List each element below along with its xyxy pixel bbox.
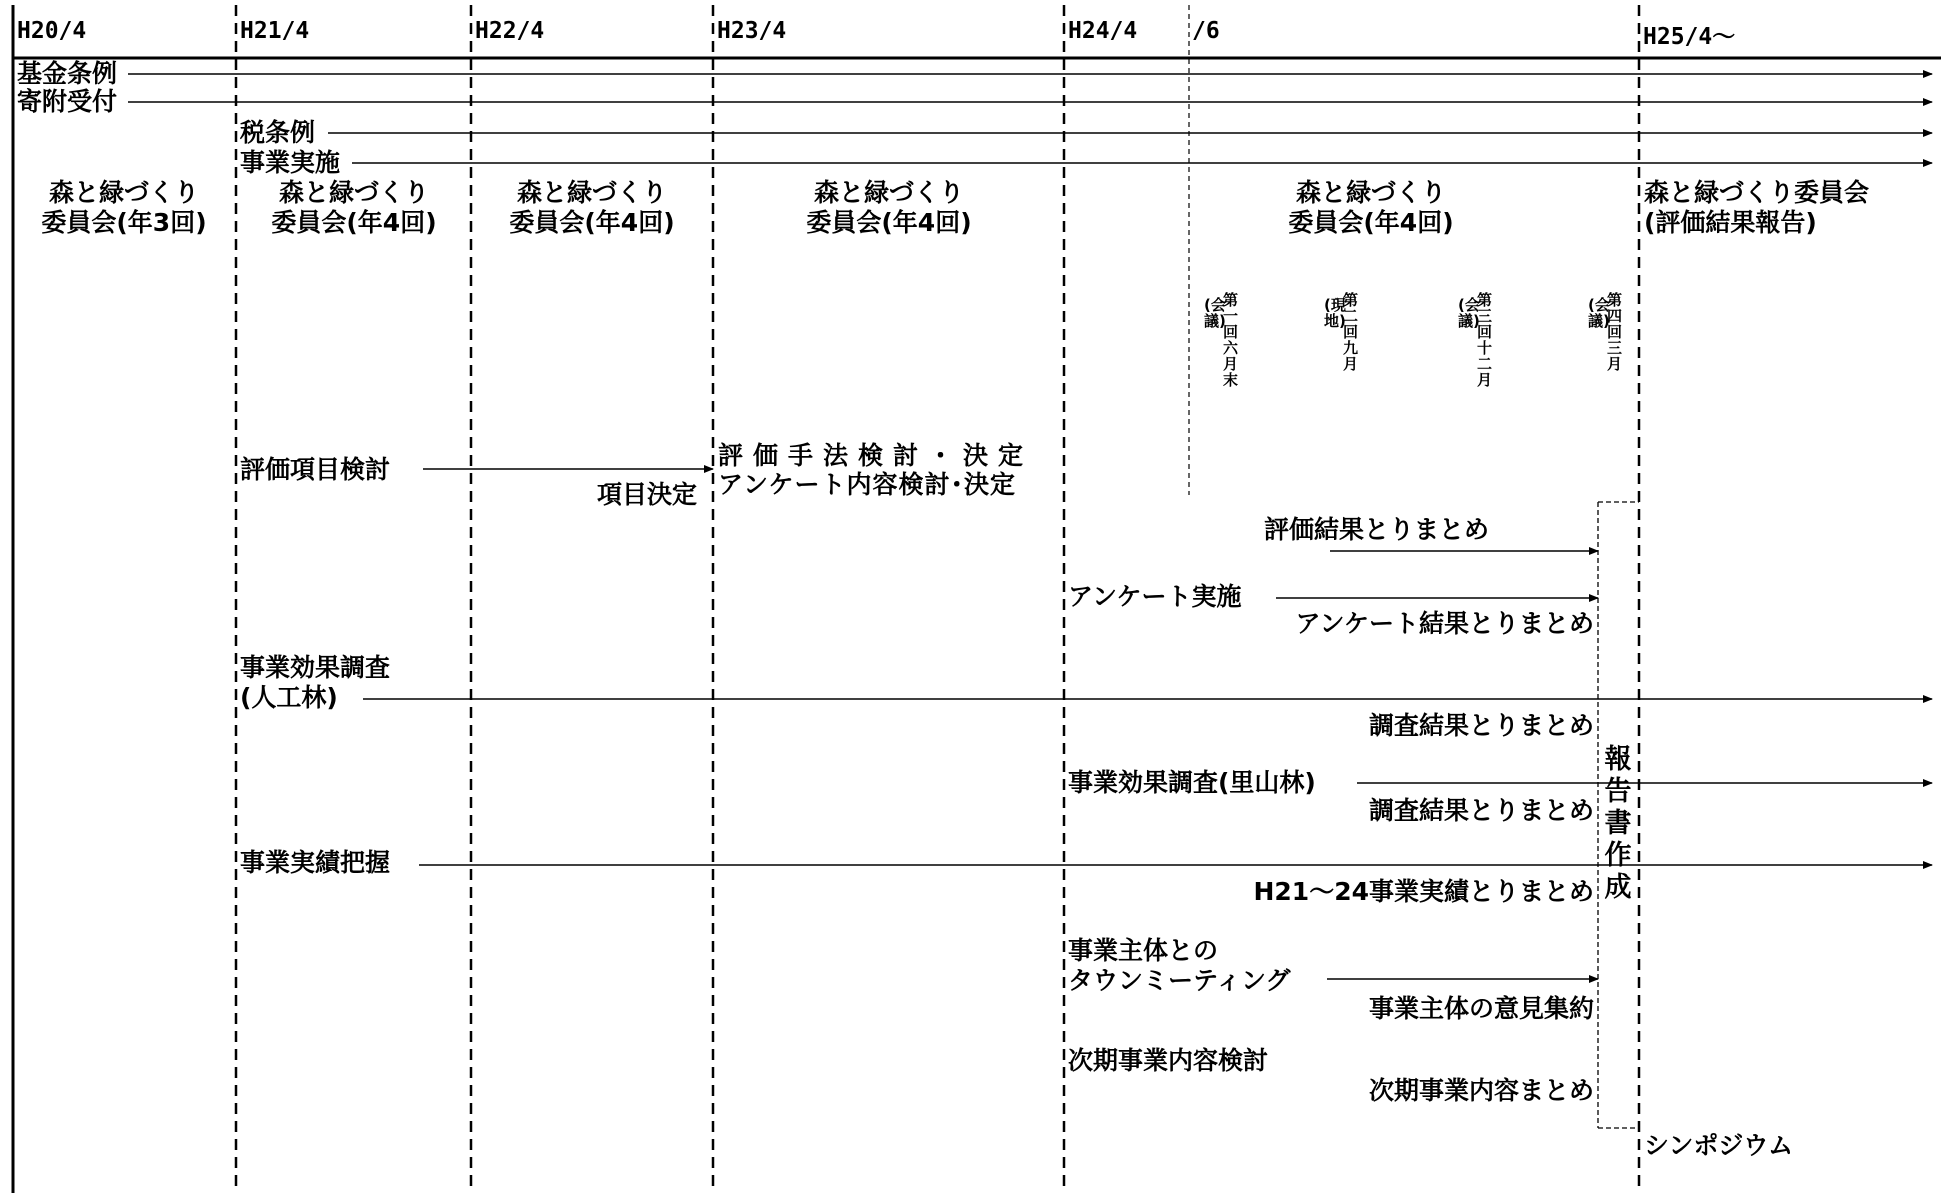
enquete-matome-label: アンケート結果とりまとめ bbox=[1295, 609, 1594, 638]
kifu-label: 寄附受付 bbox=[17, 87, 118, 116]
zei-label: 税条例 bbox=[240, 118, 316, 147]
iken-label: 事業主体の意見集約 bbox=[1368, 994, 1594, 1023]
period-label-h20: H20/4 bbox=[17, 18, 87, 44]
committee-h22: 森と緑づくり 委員会(年4回) bbox=[509, 178, 675, 237]
meeting-2-label: 第二回九月 bbox=[1342, 291, 1358, 373]
jisseki-label: 事業実績把握 bbox=[240, 848, 391, 877]
period-label-h23: H23/4 bbox=[717, 18, 787, 44]
hyoka-kento-label: 評価項目検討 bbox=[240, 455, 391, 484]
enquete-label: アンケート実施 bbox=[1068, 582, 1242, 611]
meeting-3-note: (会議) bbox=[1458, 296, 1480, 330]
committee-h21: 森と緑づくり 委員会(年4回) bbox=[271, 178, 437, 237]
chosa-matome-1-label: 調査結果とりまとめ bbox=[1368, 711, 1594, 740]
period-label-h24: H24/4 bbox=[1068, 18, 1138, 44]
committee-h23: 森と緑づくり 委員会(年4回) bbox=[806, 178, 972, 237]
meeting-4-label: 第四回三月 bbox=[1606, 291, 1622, 373]
report-label: 報告書作成 bbox=[1604, 744, 1632, 903]
jiki-kento-label: 次期事業内容検討 bbox=[1068, 1046, 1269, 1075]
meeting-3-label: 第三回十二月 bbox=[1476, 291, 1492, 389]
period-label-h25: H25/4～ bbox=[1643, 24, 1736, 50]
period-label-h21: H21/4 bbox=[240, 18, 310, 44]
jiki-matome-label: 次期事業内容まとめ bbox=[1368, 1076, 1594, 1105]
jisseki-matome-label: H21～24事業実績とりまとめ bbox=[1253, 877, 1594, 906]
meeting-1-note: (会議) bbox=[1204, 296, 1226, 330]
symposium-label: シンポジウム bbox=[1644, 1131, 1794, 1160]
committee-h24: 森と緑づくり 委員会(年4回) bbox=[1288, 178, 1454, 237]
kikin-label: 基金条例 bbox=[17, 59, 118, 88]
hyoka-matome-label: 評価結果とりまとめ bbox=[1264, 515, 1490, 544]
jigyo-label: 事業実施 bbox=[240, 148, 341, 177]
satoyama-label: 事業効果調査(里山林) bbox=[1068, 768, 1316, 797]
meeting-1-label: 第一回六月末 bbox=[1222, 291, 1238, 389]
committee-h20: 森と緑づくり 委員会(年3回) bbox=[41, 178, 207, 237]
meeting-2-note: (現地) bbox=[1324, 296, 1346, 330]
period-label-jun: /6 bbox=[1192, 18, 1220, 44]
period-label-h22: H22/4 bbox=[475, 18, 545, 44]
shuho-label: 評価手法検討・決定 bbox=[718, 441, 1034, 470]
meeting-4-note: (会議) bbox=[1588, 296, 1610, 330]
kouka-chosa-label: 事業効果調査 (人工林) bbox=[240, 653, 391, 712]
chosa-matome-2-label: 調査結果とりまとめ bbox=[1368, 796, 1594, 825]
enquete-naiyo-label: アンケート内容検討･決定 bbox=[718, 470, 1017, 499]
town-meeting-label: 事業主体との タウンミーティング bbox=[1068, 936, 1291, 995]
komoku-kettei-label: 項目決定 bbox=[596, 480, 697, 509]
committee-h25: 森と緑づくり委員会 (評価結果報告) bbox=[1644, 178, 1870, 237]
